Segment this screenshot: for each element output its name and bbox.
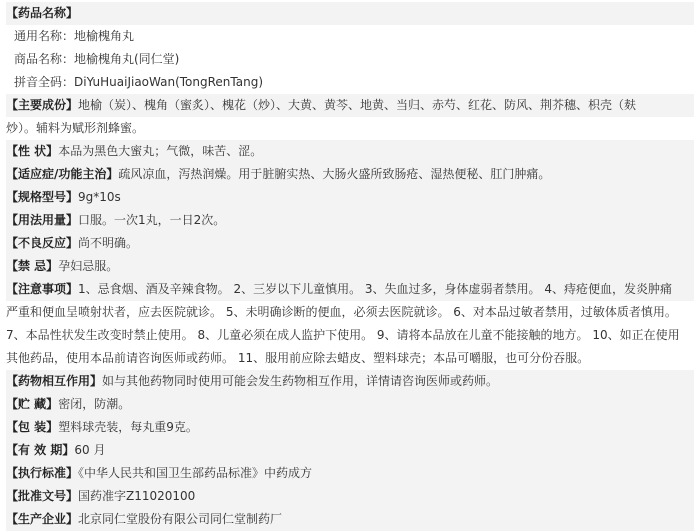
- contraindications-row: [6, 255, 694, 278]
- contraindications-text: 孕妇忌服。: [58, 259, 119, 273]
- dosage-text: 口服。一次1丸，一日2次。: [78, 213, 226, 227]
- dosage-row: [6, 209, 694, 232]
- pinyin-name: 拼音全码：DiYuHuaiJiaoWan(TongRenTang): [14, 75, 264, 89]
- precautions-text-4: 其他药品，使用本品前请咨询医师或药师。 11、服用前应除去蜡皮、塑料球壳；本品可嚼服，也可分份吞服。: [6, 351, 590, 365]
- interactions-label: 【药物相互作用】: [6, 374, 103, 388]
- manufacturer-label: 【生产企业】: [6, 512, 79, 526]
- drug-name-label: 【药品名称】: [6, 6, 79, 20]
- package-row: [6, 416, 694, 439]
- storage-row: [6, 393, 694, 416]
- precautions-row: [6, 278, 694, 301]
- approval-label: 【批准文号】: [6, 489, 79, 503]
- standard-label: 【执行标准】: [6, 466, 79, 480]
- adverse-label: 【不良反应】: [6, 236, 79, 250]
- properties-row: [6, 140, 694, 163]
- ingredients-label: 【主要成份】: [6, 98, 79, 112]
- generic-name: 通用名称：地榆槐角丸: [14, 29, 135, 43]
- package-text: 塑料球壳装，每丸重9克。: [58, 420, 198, 434]
- properties-text: 本品为黑色大蜜丸；气微，味苦、涩。: [58, 144, 263, 158]
- validity-text: 60 月: [74, 443, 106, 457]
- indications-label: 【适应症/功能主治】: [6, 167, 119, 181]
- interactions-row: [6, 370, 694, 393]
- precautions-text-3: 7、本品性状发生改变时禁止使用。 8、儿童必须在成人监护下使用。 9、请将本品放在儿童不能接触的地方。 10、如正在使用: [6, 328, 680, 342]
- properties-label: 【性 状】: [6, 144, 59, 158]
- approval-text: 国药准字Z11020100: [78, 489, 196, 503]
- ingredients-text-1: 地榆（炭）、槐角（蜜炙）、槐花（炒）、大黄、黄芩、地黄、当归、赤芍、红花、防风、荆芥穗、枳壳（麸: [78, 98, 637, 112]
- validity-label: 【有 效 期】: [6, 443, 75, 457]
- spec-label: 【规格型号】: [6, 190, 79, 204]
- interactions-text: 如与其他药物同时使用可能会发生药物相互作用，详情请咨询医师或药师。: [102, 374, 499, 388]
- ingredients-row: [6, 94, 694, 117]
- manufacturer-row: [6, 508, 694, 531]
- ingredients-row-cont: [6, 117, 694, 140]
- standard-text: 《中华人民共和国卫生部药品标准》中药成方: [78, 466, 313, 480]
- approval-row: [6, 485, 694, 508]
- manufacturer-text: 北京同仁堂股份有限公司同仁堂制药厂: [78, 512, 283, 526]
- spec-row: [6, 186, 694, 209]
- adverse-text: 尚不明确。: [78, 236, 139, 250]
- precautions-row-2: [6, 301, 694, 324]
- spec-text: 9g*10s: [78, 190, 121, 204]
- precautions-label: 【注意事项】: [6, 282, 79, 296]
- storage-text: 密闭，防潮。: [58, 397, 131, 411]
- adverse-row: [6, 232, 694, 255]
- precautions-text-1: 1、忌食烟、酒及辛辣食物。 2、三岁以下儿童慎用。 3、失血过多，身体虚弱者禁用。 4、痔疮便血，发炎肿痛: [78, 282, 673, 296]
- trade-name: 商品名称：地榆槐角丸(同仁堂): [14, 52, 180, 66]
- drug-name-heading: [6, 2, 694, 25]
- precautions-text-2: 严重和便血呈喷射状者，应去医院就诊。 5、未明确诊断的便血，必须去医院就诊。 6、对本品过敏者禁用，过敏体质者慎用。: [6, 305, 677, 319]
- contraindications-label: 【禁 忌】: [6, 259, 59, 273]
- precautions-row-4: [6, 347, 694, 370]
- precautions-row-3: [6, 324, 694, 347]
- dosage-label: 【用法用量】: [6, 213, 79, 227]
- indications-row: [6, 163, 694, 186]
- storage-label: 【贮 藏】: [6, 397, 59, 411]
- indications-text: 疏风凉血，泻热润燥。用于脏腑实热、大肠火盛所致肠疮、湿热便秘、肛门肿痛。: [118, 167, 551, 181]
- validity-row: [6, 439, 694, 462]
- package-label: 【包 装】: [6, 420, 59, 434]
- ingredients-text-2: 炒）。辅料为赋形剂蜂蜜。: [6, 121, 145, 135]
- standard-row: [6, 462, 694, 485]
